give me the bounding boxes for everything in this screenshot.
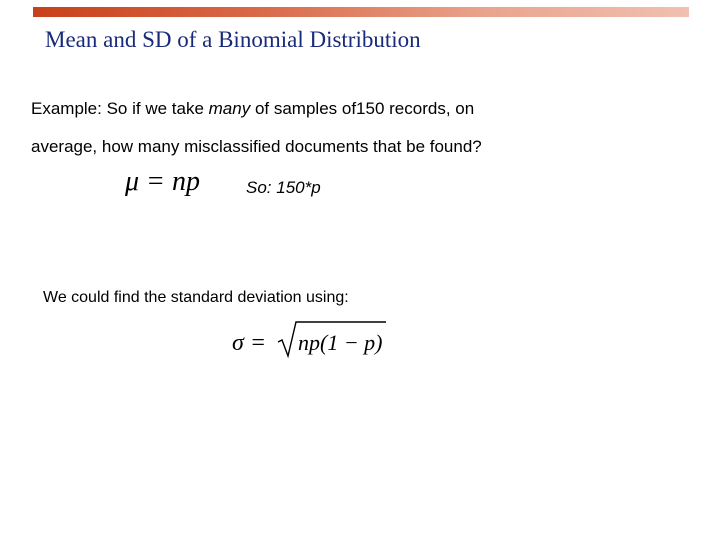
title-accent-bar [33, 7, 689, 17]
sd-formula [230, 318, 400, 362]
example-prefix: Example: So if we take [31, 99, 209, 118]
mean-formula: μ = np [125, 166, 200, 197]
sd-intro-text: We could find the standard deviation using: [43, 289, 349, 306]
sd-formula-lhs: σ = [232, 330, 267, 356]
mean-calculation-note: So: 150*p [246, 178, 321, 197]
example-question-line-1 [31, 99, 474, 119]
example-emphasis: many [208, 99, 251, 118]
sd-formula-radicand: np(1 − p) [298, 330, 383, 355]
example-suffix: of samples of150 records, on [250, 99, 475, 118]
example-question-line-2: average, how many misclassified documents that be found? [31, 137, 482, 156]
slide-title: Mean and SD of a Binomial Distribution [45, 27, 421, 52]
